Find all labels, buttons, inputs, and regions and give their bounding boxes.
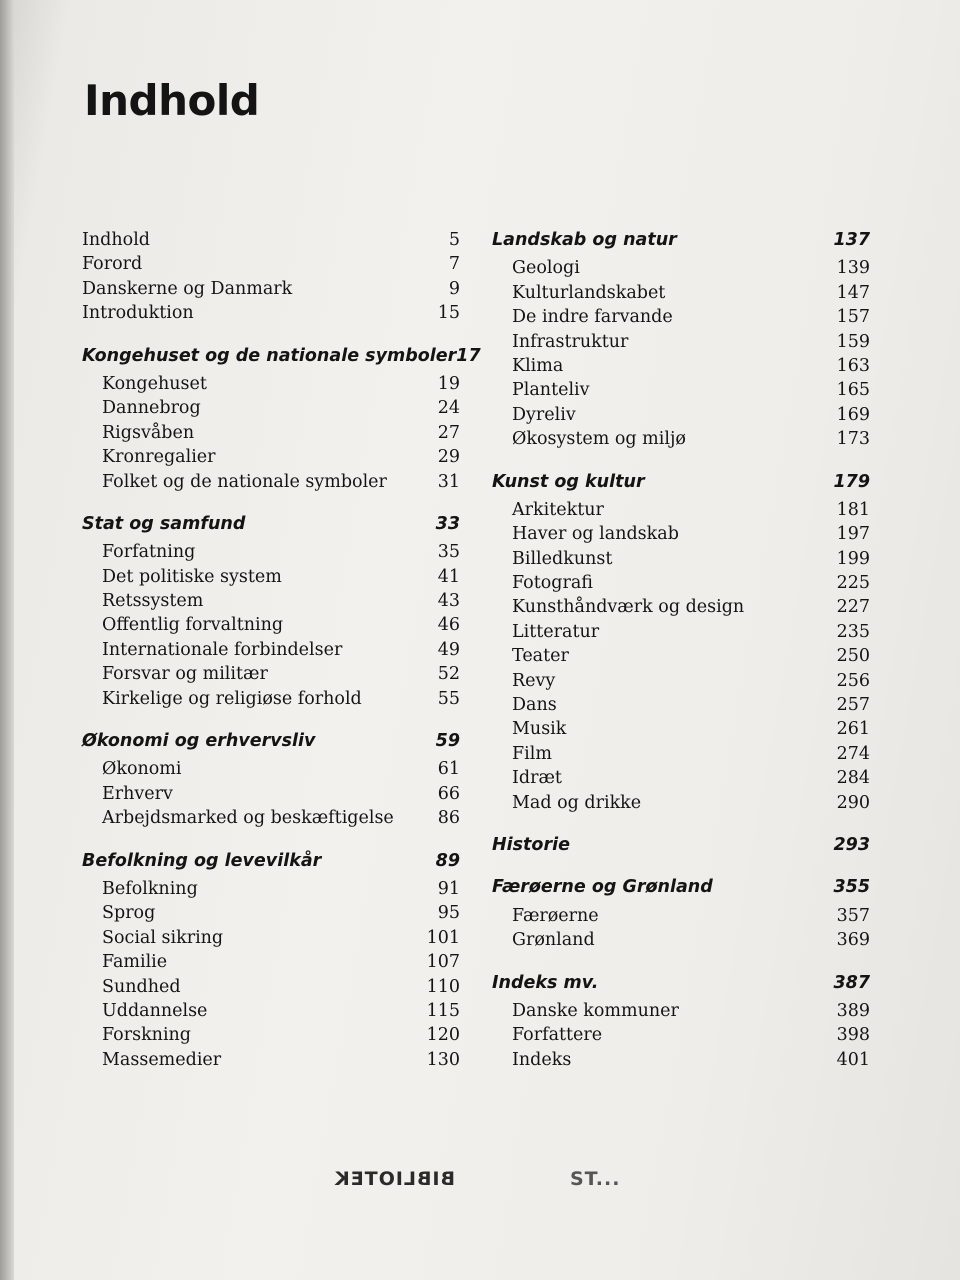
toc-entry-page: 169: [836, 404, 870, 425]
toc-entry: [82, 926, 460, 950]
toc-entry-label: Kronregalier: [102, 447, 216, 468]
section-title: Økonomi og erhvervsliv: [82, 731, 316, 752]
toc-entry: [82, 877, 460, 901]
toc-section-heading: [492, 875, 870, 899]
toc-entry: [82, 445, 460, 469]
toc-entry-label: Indeks: [512, 1049, 572, 1070]
toc-entry-label: Befolkning: [102, 878, 198, 899]
toc-entry-page: 181: [836, 499, 870, 520]
toc-entry-label: Færøerne: [512, 905, 599, 926]
section-page: 355: [833, 877, 870, 898]
toc-entry-page: 235: [836, 621, 870, 642]
toc-entry-label: Kulturlandskabet: [512, 282, 666, 303]
toc-entry-page: 49: [437, 639, 460, 660]
toc-entry-label: Mad og drikke: [512, 792, 642, 813]
section-page: 137: [833, 230, 870, 250]
toc-entry: [82, 228, 460, 252]
toc-entry-label: Billedkunst: [512, 548, 613, 569]
toc-section-heading: [492, 470, 870, 494]
toc-entry-page: 120: [426, 1025, 460, 1046]
toc-entry-page: 130: [426, 1049, 460, 1070]
toc-entry: [82, 1023, 460, 1047]
toc-entry: [82, 687, 460, 711]
toc-entry-page: 101: [426, 927, 460, 948]
toc-entry-page: 369: [836, 930, 870, 951]
toc-entry: [492, 717, 870, 741]
toc-entry-page: 197: [836, 524, 870, 545]
toc-entry-label: Infrastruktur: [512, 331, 629, 352]
section-page: 387: [833, 972, 870, 993]
toc-entry-label: Forfattere: [512, 1025, 603, 1046]
toc-entry: [82, 782, 460, 806]
toc-entry-label: Geologi: [512, 258, 580, 279]
toc-entry-label: Danskerne og Danmark: [82, 278, 293, 299]
toc-right-column: [492, 228, 870, 1072]
toc-entry-page: 284: [836, 768, 870, 789]
toc-entry-page: 29: [437, 447, 460, 468]
toc-entry-page: 91: [437, 878, 460, 899]
toc-entry: [492, 595, 870, 619]
toc-entry-label: Social sikring: [102, 927, 224, 948]
toc-entry-page: 139: [836, 258, 870, 279]
toc-entry-page: 19: [437, 373, 460, 394]
toc-entry: [82, 301, 460, 325]
toc-entry: [492, 1023, 870, 1047]
toc-entry-label: Dannebrog: [102, 398, 201, 419]
toc-entry-label: Introduktion: [82, 303, 194, 324]
section-page: 33: [435, 513, 460, 534]
toc-entry-label: Offentlig forvaltning: [102, 615, 284, 636]
toc-entry-page: 5: [448, 230, 460, 250]
toc-entry-label: Internationale forbindelser: [102, 639, 343, 660]
toc-entry: [492, 547, 870, 571]
toc-entry-page: 115: [426, 1000, 460, 1021]
toc-entry-label: De indre farvande: [512, 307, 673, 328]
toc-entry: [492, 256, 870, 280]
toc-entry-label: Musik: [512, 719, 567, 740]
toc-entry-page: 261: [836, 719, 870, 740]
toc-left-column: [82, 228, 481, 1072]
toc-entry: [492, 999, 870, 1023]
toc-entry: [492, 330, 870, 354]
toc-entry-label: Familie: [102, 952, 168, 973]
toc-entry: [492, 571, 870, 595]
toc-entry-page: 357: [836, 905, 870, 926]
toc-entry-label: Rigsvåben: [102, 422, 195, 443]
toc-entry-label: Kunsthåndværk og design: [512, 597, 745, 618]
toc-entry: [82, 806, 460, 830]
toc-entry-label: Det politiske system: [102, 566, 282, 587]
toc-entry-page: 15: [437, 303, 460, 324]
toc-entry-label: Massemedier: [102, 1049, 222, 1070]
toc-entry: [82, 421, 460, 445]
section-title: Befolkning og levevilkår: [82, 850, 322, 871]
toc-entry: [82, 540, 460, 564]
toc-entry: [492, 742, 870, 766]
toc-entry-page: 107: [426, 952, 460, 973]
toc-entry-label: Retssystem: [102, 591, 204, 612]
toc-entry-page: 257: [836, 695, 870, 716]
toc-entry-page: 46: [437, 615, 460, 636]
toc-entry-page: 165: [836, 380, 870, 401]
section-title: Landskab og natur: [492, 230, 677, 250]
toc-entry-page: 35: [437, 542, 460, 563]
toc-entry: [82, 277, 460, 301]
toc-entry: [492, 791, 870, 815]
page-edge: [0, 0, 14, 1280]
toc-entry-page: 398: [836, 1025, 870, 1046]
toc-entry-page: 61: [437, 759, 460, 780]
section-page: 89: [435, 850, 460, 871]
toc-entry-label: Teater: [512, 646, 569, 667]
toc-entry: [82, 470, 460, 494]
toc-entry: [82, 613, 460, 637]
toc-entry: [492, 644, 870, 668]
toc-entry-page: 86: [437, 808, 460, 829]
toc-entry-label: Dans: [512, 695, 557, 716]
toc-entry-page: 173: [836, 429, 870, 450]
toc-entry: [82, 662, 460, 686]
toc-section-heading: [492, 971, 870, 995]
toc-entry-label: Uddannelse: [102, 1000, 208, 1021]
toc-entry-label: Økonomi: [102, 759, 182, 780]
toc-section-heading: [82, 344, 481, 368]
toc-entry-label: Folket og de nationale symboler: [102, 471, 387, 492]
toc-entry-label: Forfatning: [102, 542, 196, 563]
toc-entry: [82, 396, 460, 420]
toc-entry: [492, 354, 870, 378]
toc-entry-label: Film: [512, 743, 552, 764]
toc-entry: [492, 904, 870, 928]
toc-section-heading: [82, 512, 460, 536]
toc-entry-page: 24: [437, 398, 460, 419]
toc-section-heading: [492, 833, 870, 857]
page-title: Indhold: [84, 76, 260, 125]
section-title: Historie: [492, 834, 570, 855]
toc-entry-label: Danske kommuner: [512, 1000, 679, 1021]
toc-entry-page: 7: [448, 254, 460, 275]
toc-entry-label: Revy: [512, 670, 556, 691]
toc-entry: [82, 1048, 460, 1072]
toc-entry-label: Arkitektur: [512, 499, 604, 520]
toc-entry-label: Kirkelige og religiøse forhold: [102, 688, 362, 709]
library-stamp: ST...: [570, 1168, 621, 1190]
toc-entry-page: 43: [437, 591, 460, 612]
toc-entry-page: 9: [448, 278, 460, 299]
toc-entry-label: Dyreliv: [512, 404, 576, 425]
toc-entry-page: 225: [836, 573, 870, 594]
toc-entry: [492, 427, 870, 451]
toc-entry: [492, 378, 870, 402]
section-page: 179: [833, 471, 870, 492]
toc-entry-page: 95: [437, 903, 460, 924]
toc-entry: [492, 305, 870, 329]
toc-entry: [82, 950, 460, 974]
toc-entry: [492, 766, 870, 790]
toc-entry-label: Haver og landskab: [512, 524, 679, 545]
toc-entry: [492, 281, 870, 305]
toc-entry: [492, 669, 870, 693]
toc-entry: [492, 403, 870, 427]
toc-entry-label: Klima: [512, 355, 564, 376]
toc-entry: [82, 975, 460, 999]
toc-entry-page: 290: [836, 792, 870, 813]
toc-entry-label: Grønland: [512, 930, 595, 951]
toc-entry-page: 52: [437, 664, 460, 685]
toc-section-heading: [492, 228, 870, 252]
toc-entry-label: Erhverv: [102, 783, 173, 804]
toc-entry-page: 274: [836, 743, 870, 764]
toc-entry-page: 159: [836, 331, 870, 352]
section-title: Kongehuset og de nationale symboler: [82, 345, 457, 366]
toc-entry: [492, 498, 870, 522]
section-title: Færøerne og Grønland: [492, 877, 713, 898]
toc-entry: [82, 589, 460, 613]
toc-entry-page: 199: [836, 548, 870, 569]
toc-entry-page: 27: [437, 422, 460, 443]
toc-entry-label: Planteliv: [512, 380, 590, 401]
toc-entry: [82, 757, 460, 781]
toc-entry-page: 401: [836, 1049, 870, 1070]
toc-entry-page: 250: [836, 646, 870, 667]
section-title: Indeks mv.: [492, 972, 599, 993]
toc-entry-label: Sprog: [102, 903, 156, 924]
toc-entry-label: Litteratur: [512, 621, 600, 642]
toc-entry: [82, 999, 460, 1023]
toc-entry-page: 147: [836, 282, 870, 303]
toc-entry-page: 389: [836, 1000, 870, 1021]
toc-entry-label: Økosystem og miljø: [512, 429, 686, 450]
toc-entry-page: 31: [437, 471, 460, 492]
toc-entry-label: Indhold: [82, 230, 150, 250]
toc-entry-page: 163: [836, 355, 870, 376]
toc-entry: [492, 620, 870, 644]
toc-entry: [82, 252, 460, 276]
toc-entry-page: 66: [437, 783, 460, 804]
library-stamp: BIBLIOTEK: [334, 1168, 456, 1190]
toc-entry-label: Forskning: [102, 1025, 192, 1046]
section-page: 17: [456, 345, 481, 366]
section-page: 293: [833, 834, 870, 855]
toc-entry: [82, 901, 460, 925]
toc-section-heading: [82, 849, 460, 873]
toc-entry-page: 55: [437, 688, 460, 709]
toc-entry-label: Kongehuset: [102, 373, 207, 394]
toc-entry-label: Idræt: [512, 768, 562, 789]
toc-entry-label: Fotografi: [512, 573, 593, 594]
toc-entry-page: 256: [836, 670, 870, 691]
toc-section-heading: [82, 729, 460, 753]
toc-entry-page: 227: [836, 597, 870, 618]
toc-entry-page: 110: [426, 976, 460, 997]
toc-entry-page: 157: [836, 307, 870, 328]
toc-entry: [492, 928, 870, 952]
toc-entry-label: Arbejdsmarked og beskæftigelse: [102, 808, 394, 829]
section-title: Stat og samfund: [82, 513, 246, 534]
toc-entry: [492, 693, 870, 717]
section-title: Kunst og kultur: [492, 471, 645, 492]
toc-entry-page: 41: [437, 566, 460, 587]
toc-entry-label: Forord: [82, 254, 143, 275]
toc-entry: [492, 522, 870, 546]
toc-entry: [82, 638, 460, 662]
toc-entry-label: Forsvar og militær: [102, 664, 268, 685]
toc-entry: [492, 1048, 870, 1072]
toc-entry-label: Sundhed: [102, 976, 181, 997]
section-page: 59: [435, 731, 460, 752]
toc-entry: [82, 565, 460, 589]
toc-entry: [82, 372, 460, 396]
